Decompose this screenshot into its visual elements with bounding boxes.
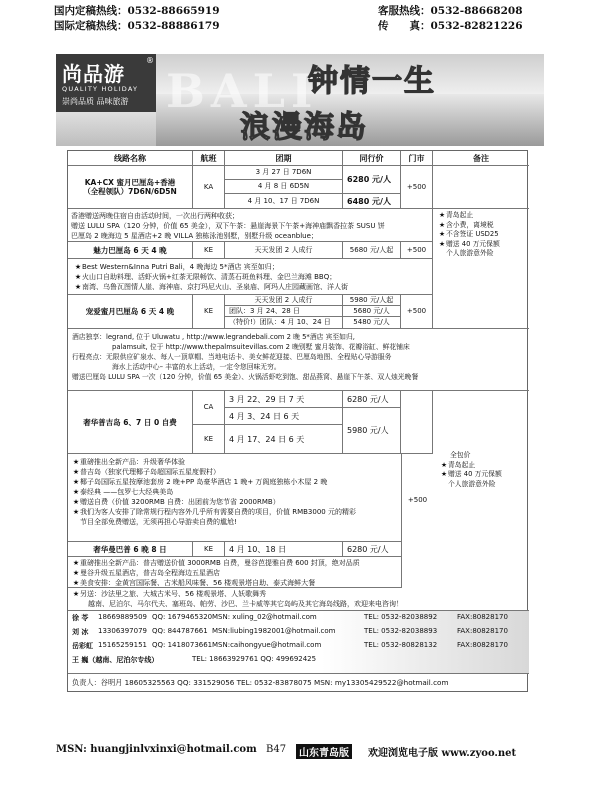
table-row [68,242,433,259]
contact-fax: FAX:80828170 [457,627,508,635]
banner-slogan-top: 钟情一生 [308,64,436,99]
star-bullet-icon: ★ [72,498,80,506]
remark-block [438,211,528,259]
manager-row: 负责人：谷明月 18605325563 QQ: 331529056 TEL: 0532-83878075 MSN: my13305429522@hotmail.com [68,673,529,692]
service-hotline: 客服热线：0532-88668208 [378,5,523,17]
intl-hotline: 国际定稿热线：0532-88886179 [54,20,220,32]
contact-mobile[interactable]: 18669889509 [98,613,147,621]
contact-name: 刘 冰 [72,628,89,636]
desc-line: ★泰经典 ——包罗七大经典美岛 [72,488,174,496]
banner-bay-text: BALI [166,64,319,118]
contact-tel[interactable]: TEL: 0532-82038893 [364,627,438,635]
contact-row [72,655,527,667]
desc-line: ★重磅推出全新产品：升级奢华体验 [72,458,185,466]
table-row [68,391,433,454]
star-bullet-icon: ★ [438,239,446,248]
date-item: 3 月 27 日 7D6N [225,166,342,180]
desc-line: 节目全部免费赠送，无须再担心导游卖自费的尴尬! [80,518,237,526]
star-bullet-icon: ★ [72,579,80,587]
table-row [68,295,529,329]
star-bullet-icon: ★ [72,478,80,486]
desc-line: 赠送 LULU SPA（120 分钟，价值 65 美金），双下午茶：悬崖海景下午茶+海神庙飘香拉茶 SUSU 饼 [71,222,385,230]
desc-line: ★普吉岛（独家代理椰子岛超国际五星度假村） [72,468,220,476]
remark-line: ★青岛起止 [438,211,474,219]
contact-qq: QQ: 1679465320 [152,613,213,621]
price-item: 5980 元/人起 [343,295,400,306]
price-item: 6480 元/人 [347,196,391,206]
desc-line: ★Best Western&Inna Putri Bali，4 晚海边 5*酒店 宾至如归； [74,263,279,271]
table-header-row [68,151,529,166]
flight-code: CA [193,391,224,425]
th-remark: 备注 [473,153,489,163]
route-name [68,166,193,208]
route-description [68,557,401,588]
logo-english: QUALITY HOLIDAY [62,85,139,93]
th-price: 同行价 [343,151,401,165]
star-bullet-icon: ★ [72,488,80,496]
hotlines-right [378,4,523,34]
remark-line: 个人旅游意外险 [448,479,496,488]
contact-name: 岳彩虹 [72,642,93,650]
contact-row [72,641,527,653]
desc-line: ★火山口自助料理、活虾火锅+红茶无限畅饮、清蒸石斑鱼料理、金巴兰海滩 BBQ； [74,273,337,281]
date-cell [225,391,343,453]
contact-msn[interactable]: MSN:caihongyue@hotmail.com [212,641,322,649]
desc-line: 越南、尼泊尔、马尔代夫、塞班岛、帕劳、沙巴、兰卡威等其它岛屿及其它海岛线路，欢迎来电咨询！ [88,600,403,608]
route-name: 魅力巴厘岛 6 天 4 晚 [68,242,193,258]
date-item: （特价!）团队：4 月 10、24 日 [229,318,331,326]
desc-line: ★重磅推出全新产品：普吉赠送价值 3000RMB 自费，曼谷芭提雅自费 600 封顶，绝对品质 [72,559,360,567]
remark-line: ★不含签证 USD25 [438,230,499,238]
route-description [68,588,529,611]
contact-msn[interactable]: MSN: xuling_02@hotmail.com [212,613,317,621]
date-item: 天天发团 2 人成行 [225,295,342,306]
price-item: 6280 元/人 [343,166,400,194]
star-bullet-icon: ★ [440,460,448,469]
route-name: 宠爱蜜月巴厘岛 6 天 4 晚 [68,295,193,328]
desc-line: 香港赠送两晚住宿自由活动时间，一次出行两种收获； [71,212,239,220]
route-description [68,329,529,391]
page-number: B47 [266,744,287,755]
logo-registered-mark: ® [146,56,154,65]
route-description [68,454,401,542]
contact-row [72,627,527,639]
banner [56,54,544,146]
price-cell [343,391,401,453]
route-description [68,259,433,295]
contact-phone-qq[interactable]: TEL: 18663929761 QQ: 499692425 [192,655,317,663]
th-flight: 航班 [193,151,225,165]
desc-line: 行程亮点：无限供应矿泉水、每人一顶草帽、当地电话卡、美女鲜花迎接、巴厘岛地图、全程贴心导游服务 [72,353,392,361]
star-bullet-icon: ★ [74,263,82,271]
date-item: 4 月 10、17 日 7D6N [247,196,320,205]
date-item: 3 月 22、29 日 7 天 [225,391,342,408]
desc-line: ★南湾、乌鲁瓦图情人崖、海神庙、京打玛尼火山、圣泉庙、阿玛人庄园藏画馆、洋人街 [74,283,348,291]
date-item: 团队：3 月 24、28 日 [225,306,342,317]
contact-row [72,613,527,625]
flight-code: KA [193,166,225,208]
star-bullet-icon: ★ [72,508,80,516]
star-bullet-icon: ★ [438,230,446,238]
price-item: 5680 元/人 [343,306,400,317]
date-cell [225,166,343,208]
remark-line: ★赠送 40 万元保额 [438,239,500,248]
flight-cell [193,391,225,453]
star-bullet-icon: ★ [72,458,80,466]
door-price: +500 [407,496,428,504]
door-price: +500 [401,295,433,328]
desc-line: 赠送巴厘岛 LULU SPA 一次（120 分钟，价值 65 美金）、火锅活虾吃到饱、甜品燕窝、悬崖下午茶、双人烛光晚餐 [72,373,419,381]
remark-line: ★青岛起止 [440,460,476,469]
desc-line: ★我们为客人安排了除常规行程内容外几乎所有需要自费的项目，价值 RMB3000 元的精彩 [72,508,356,516]
flight-code: KE [203,434,213,443]
route-description [68,209,433,242]
edition-tag: 山东青岛版 [296,744,352,759]
contact-mobile[interactable]: 15165259151 [98,641,147,649]
date-item: 4 月 8 日 6D5N [225,180,342,194]
table-row [68,542,401,557]
desc-line: ★美食安排：金黄宫国际餐、古米船风味餐、56 楼观景塔自助、泰式海鲜大餐 [72,579,316,587]
th-door: 门市 [401,151,433,165]
logo-chinese: 尚品游 [62,62,125,86]
remark-block [440,451,528,489]
remark-line: 个人旅游意外险 [446,249,494,257]
date-item: 天天发团 2 人成行 [225,242,343,258]
flight-code: KE [193,542,225,556]
contact-name: 徐 苓 [72,614,89,622]
price-item: 5980 元/人 [347,426,389,435]
door-price-empty [401,391,433,453]
contact-qq: QQ: 844787661 [152,627,208,635]
price-cell [343,295,401,328]
desc-line: ★曼谷升级五星酒店，普吉岛全程海边五星酒店 [72,569,220,577]
contact-qq: QQ: 1418073661 [152,641,213,649]
route-name: 奢华普吉岛 6、7 日 0 自费 [68,391,193,453]
column-divider [401,454,402,588]
desc-line: 酒店独享：legrand, 位于 Uluwatu , http://www.legrandebali.com 2 晚 5*酒店 宾至如归, [72,333,355,341]
route-name-line1: KA+CX 蜜月巴厘岛+香港 [84,178,176,187]
desc-line: ★椰子岛国际五星按摩池套房 2 晚+PP 岛豪华酒店 1 晚+ 万阁庭独栋小木屋 2 晚 [72,478,328,486]
contact-fax: FAX:80828170 [457,613,508,621]
hotlines-left [54,4,220,34]
price-item: 6280 元/人 [343,391,400,408]
route-price-table [67,150,528,692]
desc-line: 巴厘岛 2 晚海边 5 星酒店+2 晚 VILLA 独栋泳池别墅，别墅升级 oceanblue； [71,232,318,240]
star-bullet-icon: ★ [74,283,82,291]
contact-name: 王 巍（越南、尼泊尔专线） [72,656,159,664]
date-cell [225,295,343,328]
contact-tel[interactable]: TEL: 0532-80828132 [364,641,438,649]
contact-fax: FAX:80828170 [457,641,508,649]
footer-website[interactable]: 欢迎浏览电子版 www.zyoo.net [368,748,517,759]
star-bullet-icon: ★ [72,590,80,598]
price-cell [343,166,401,208]
footer-msn[interactable]: MSN: huangjinlvxinxi@hotmail.com [56,744,257,755]
contact-list [68,611,529,673]
price-item: 5680 元/人起 [343,242,401,258]
star-bullet-icon: ★ [438,220,446,229]
route-name: 奢华曼巴普 6 晚 8 日 [68,542,193,556]
remark-line: ★赠送 40 万元保额 [440,470,502,478]
contact-mobile[interactable]: 13306397079 [98,627,147,635]
logo-slogan: 崇尚品质 品味旅游 [62,97,129,106]
price-item: 6280 元/人 [347,544,389,554]
door-price: +500 [401,166,433,208]
fax-line: 传 真：0532-82821226 [378,20,523,32]
star-bullet-icon: ★ [72,559,80,567]
star-bullet-icon: ★ [74,273,82,281]
route-name-line2: （全程领队）7D6N/6D5N [83,187,177,196]
star-bullet-icon: ★ [72,569,80,577]
door-price: +500 [401,242,433,258]
table-row [68,166,529,209]
desc-line: palamsuit, 位于 http://www.thepalmsuitevillas.com 2 晚别墅 蜜月装饰、花瓣浴缸、鲜花铺床 [112,343,410,351]
brand-logo [56,54,156,112]
domestic-hotline: 国内定稿热线：0532-88665919 [54,5,220,17]
remark-line: 全包价 [450,451,471,459]
contact-tel[interactable]: TEL: 0532-82038892 [364,613,438,621]
th-dates: 团期 [225,151,343,165]
hotlines-header [48,4,548,54]
desc-line: ★赠送自费（价值 3200RMB 自费：出团前为您节省 2000RMB） [72,498,280,506]
date-item: 4 月 17、24 日 6 天 [229,434,305,444]
desc-line: 海水上活动中心– 丰富的水上活动，一定令您回味无穷。 [112,363,281,371]
date-item: 4 月 3、24 日 6 天 [225,408,342,425]
date-item: 4 月 10、18 日 [225,542,343,556]
flight-code: KE [193,242,225,258]
flight-code: KE [193,295,225,328]
page-footer [56,744,546,760]
price-item: 5480 元/人 [353,318,390,326]
remark-line: ★含小费，离境税 [438,220,494,229]
star-bullet-icon: ★ [440,470,448,478]
desc-line: ★另送：沙法里之旅、大城古米号、56 楼观景塔、人妖歌舞秀 [72,590,267,598]
star-bullet-icon: ★ [72,468,80,476]
star-bullet-icon: ★ [438,211,446,219]
banner-slogan-bottom: 浪漫海岛 [240,110,368,145]
contact-msn[interactable]: MSN:liubing1982001@hotmail.com [212,627,336,635]
th-route: 线路名称 [68,151,193,165]
